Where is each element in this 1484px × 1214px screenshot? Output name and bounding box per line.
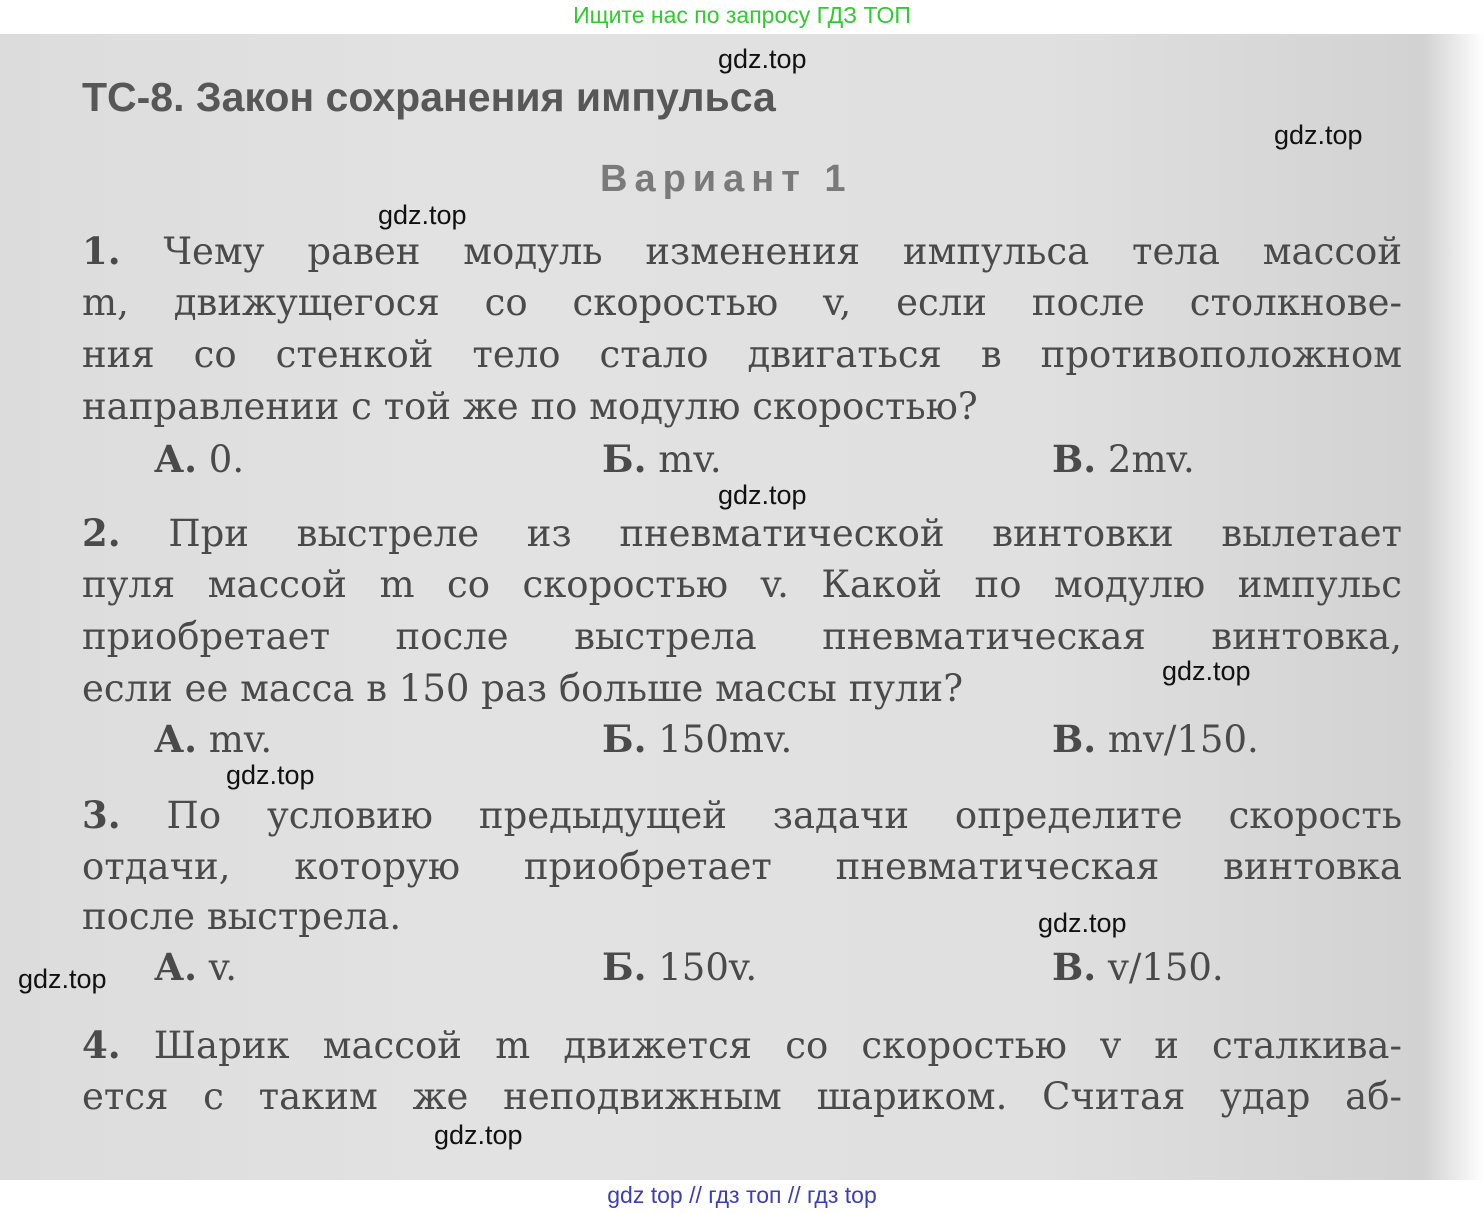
q1-number: 1. bbox=[82, 229, 121, 273]
q3-text-1: По условию предыдущей задачи определите скорость bbox=[120, 794, 1402, 837]
q2-option-c-letter: В. bbox=[1052, 717, 1097, 761]
bottom-banner: gdz top // гдз топ // гдз top bbox=[607, 1182, 877, 1208]
top-banner: Ищите нас по запросу ГДЗ ТОП bbox=[573, 2, 911, 28]
q1-option-c-letter: В. bbox=[1052, 437, 1097, 481]
q4-number: 4. bbox=[82, 1023, 121, 1067]
q2-option-c-value: mv/150. bbox=[1096, 718, 1259, 761]
watermark: gdz.top bbox=[1162, 656, 1251, 686]
q3-option-a-letter: А. bbox=[154, 945, 198, 989]
q2-option-b bbox=[602, 716, 792, 763]
q1-line-2: m, движущегося со скоростью v, если после столкнове- bbox=[82, 281, 1402, 324]
q3-option-b-letter: Б. bbox=[602, 945, 647, 989]
q1-option-a-letter: А. bbox=[154, 437, 198, 481]
q1-option-c bbox=[1052, 436, 1195, 483]
q1-line-1 bbox=[82, 228, 1402, 274]
q3-line-1 bbox=[82, 792, 1402, 838]
q2-text-1: При выстреле из пневматической винтовки вылетает bbox=[120, 512, 1402, 555]
q2-line-2: пуля массой m со скоростью v. Какой по модулю импульс bbox=[82, 563, 1402, 606]
q2-option-b-letter: Б. bbox=[602, 717, 647, 761]
watermark: gdz.top bbox=[18, 964, 107, 994]
q3-line-3: после выстрела. bbox=[82, 895, 402, 938]
q3-option-c-letter: В. bbox=[1052, 945, 1097, 989]
watermark: gdz.top bbox=[226, 760, 315, 790]
q4-line-2: ется с таким же неподвижным шариком. Считая удар аб- bbox=[82, 1075, 1402, 1118]
q4-line-1 bbox=[82, 1022, 1402, 1068]
watermark: gdz.top bbox=[378, 200, 467, 230]
q1-line-4: направлении с той же по модулю скоростью? bbox=[82, 385, 978, 428]
q3-number: 3. bbox=[82, 793, 121, 837]
q2-number: 2. bbox=[82, 511, 121, 555]
watermark: gdz.top bbox=[1038, 908, 1127, 938]
q2-option-a-letter: А. bbox=[154, 717, 198, 761]
textbook-page bbox=[0, 34, 1484, 1180]
variant-heading: Вариант 1 bbox=[600, 158, 853, 200]
q2-option-a bbox=[154, 716, 272, 763]
q2-option-b-value: 150mv. bbox=[646, 718, 793, 761]
q1-text-1: Чему равен модуль изменения импульса тела массой bbox=[120, 230, 1402, 273]
q3-option-b-value: 150v. bbox=[646, 946, 758, 989]
q2-option-c bbox=[1052, 716, 1259, 763]
q1-option-b-letter: Б. bbox=[602, 437, 647, 481]
q2-line-4: если ее масса в 150 раз больше массы пули? bbox=[82, 667, 964, 710]
q3-option-b bbox=[602, 944, 757, 991]
q4-text-1: Шарик массой m движется со скоростью v и сталкива- bbox=[120, 1024, 1402, 1067]
q3-option-a bbox=[154, 944, 237, 991]
q2-option-a-value: mv. bbox=[197, 718, 273, 761]
q1-option-a-value: 0. bbox=[197, 438, 245, 481]
watermark: gdz.top bbox=[718, 480, 807, 510]
q1-line-3: ния со стенкой тело стало двигаться в противоположном bbox=[82, 333, 1402, 376]
q1-option-b bbox=[602, 436, 722, 483]
watermark: gdz.top bbox=[434, 1120, 523, 1150]
q2-line-3: приобретает после выстрела пневматическая винтовка, bbox=[82, 615, 1402, 658]
q1-option-c-value: 2mv. bbox=[1096, 438, 1195, 481]
q1-option-a bbox=[154, 436, 244, 483]
page-title: ТС-8. Закон сохранения импульса bbox=[82, 74, 776, 120]
q3-option-a-value: v. bbox=[197, 946, 238, 989]
q3-option-c-value: v/150. bbox=[1096, 946, 1224, 989]
q3-line-2: отдачи, которую приобретает пневматическая винтовка bbox=[82, 845, 1402, 888]
q1-option-b-value: mv. bbox=[646, 438, 722, 481]
q2-line-1 bbox=[82, 510, 1402, 556]
watermark: gdz.top bbox=[1274, 120, 1363, 150]
q3-option-c bbox=[1052, 944, 1224, 991]
watermark: gdz.top bbox=[718, 44, 807, 74]
